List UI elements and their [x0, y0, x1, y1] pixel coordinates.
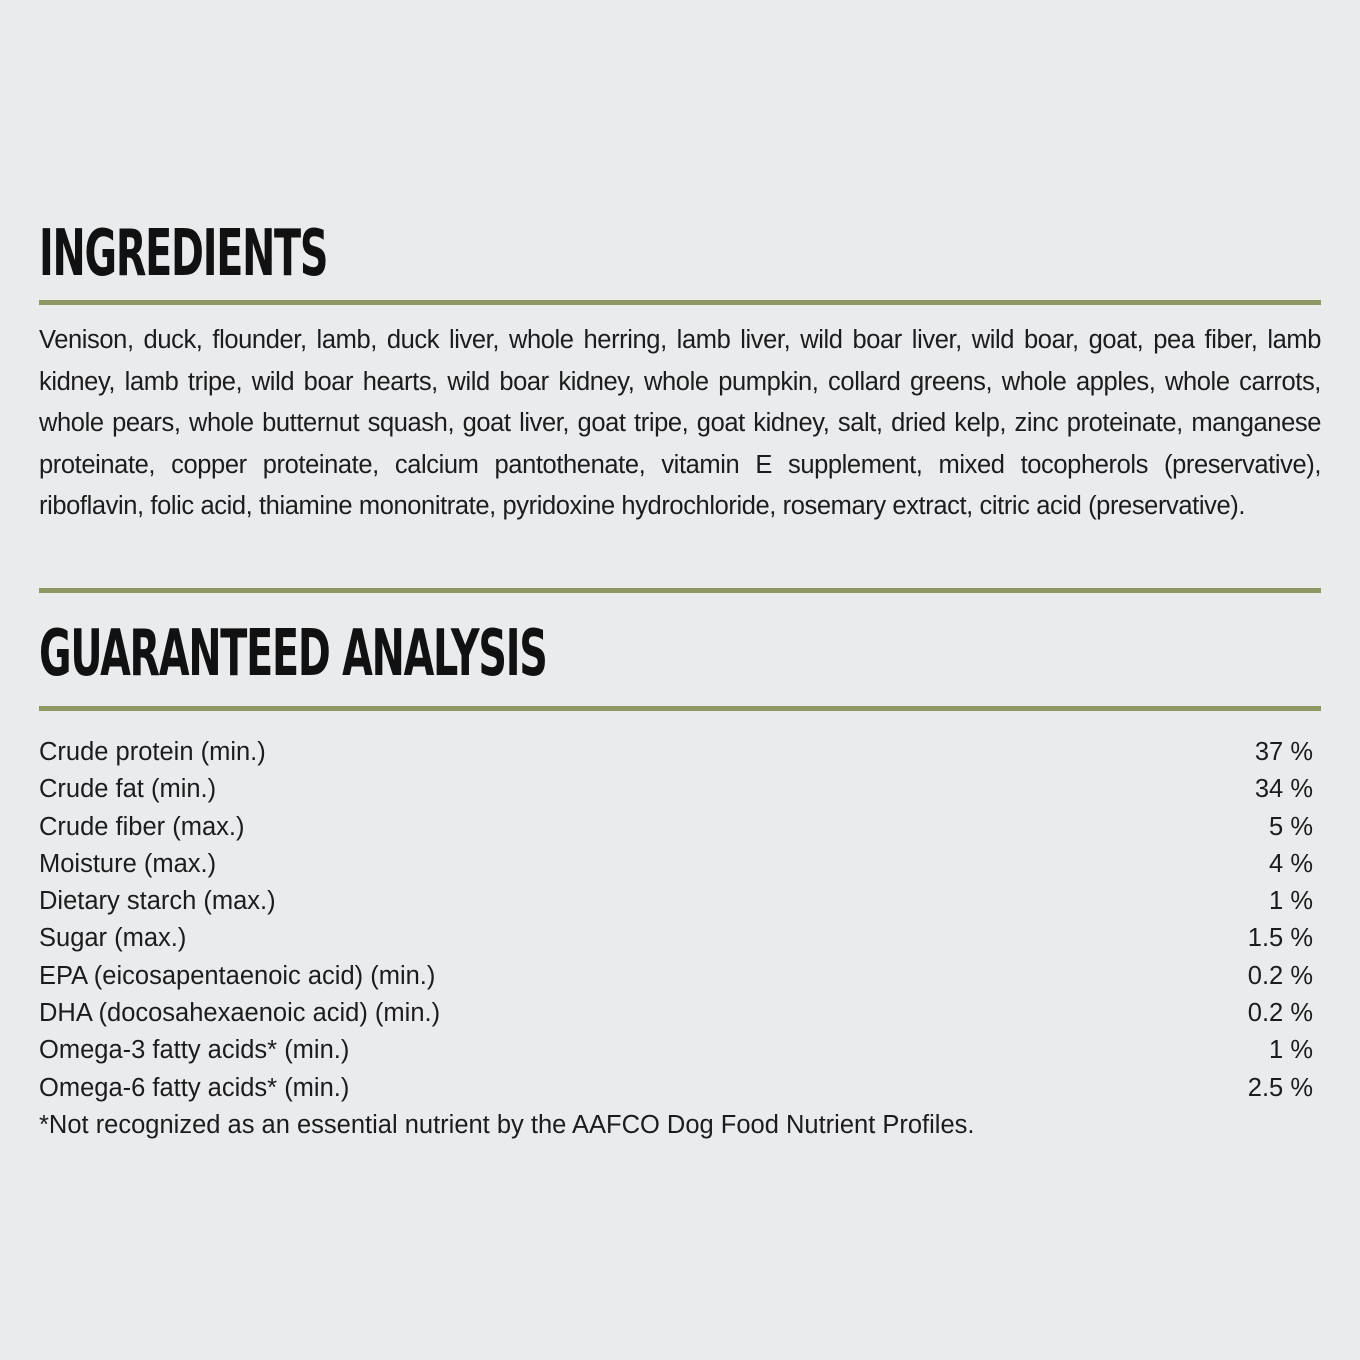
analysis-row	[39, 958, 1321, 995]
nutrient-value: 5 %	[1269, 812, 1313, 841]
nutrient-value: 1 %	[1269, 887, 1313, 916]
nutrient-value: 4 %	[1269, 849, 1313, 878]
analysis-row	[39, 1032, 1321, 1069]
nutrient-label: Sugar (max.)	[39, 924, 187, 953]
nutrient-label: DHA (docosahexaenoic acid) (min.)	[39, 999, 441, 1028]
analysis-row	[39, 920, 1321, 957]
nutrient-value: 2.5 %	[1247, 1073, 1313, 1102]
analysis-row	[39, 883, 1321, 920]
nutrient-value: 1 %	[1269, 1036, 1313, 1065]
analysis-row	[39, 771, 1321, 808]
divider	[39, 706, 1321, 711]
nutrient-label: Omega-3 fatty acids* (min.)	[39, 1036, 350, 1065]
nutrient-label: Crude protein (min.)	[39, 738, 266, 766]
nutrient-label: EPA (eicosapentaenoic acid) (min.)	[39, 961, 436, 990]
nutrient-label: Dietary starch (max.)	[39, 887, 276, 916]
nutrient-value: 37 %	[1254, 738, 1313, 766]
divider	[39, 588, 1321, 593]
analysis-table	[39, 734, 1321, 1144]
nutrient-value: 0.2 %	[1247, 961, 1313, 990]
analysis-row	[39, 1070, 1321, 1107]
nutrient-value: 1.5 %	[1247, 924, 1313, 953]
analysis-row	[39, 995, 1321, 1032]
nutrient-label: Crude fiber (max.)	[39, 812, 245, 841]
aafco-footnote: *Not recognized as an essential nutrient by the AAFCO Dog Food Nutrient Profiles.	[39, 1110, 975, 1139]
nutrient-label: Omega-6 fatty acids* (min.)	[39, 1073, 350, 1102]
nutrient-value: 0.2 %	[1247, 999, 1313, 1028]
nutrient-label: Moisture (max.)	[39, 849, 217, 878]
analysis-row	[39, 809, 1321, 846]
analysis-row	[39, 734, 1321, 771]
nutrition-panel	[39, 0, 1321, 1360]
ingredients-heading: INGREDIENTS	[39, 217, 328, 291]
nutrient-label: Crude fat (min.)	[39, 775, 217, 804]
guaranteed-analysis-heading: GUARANTEED ANALYSIS	[39, 617, 547, 691]
nutrient-value: 34 %	[1254, 775, 1313, 804]
analysis-row	[39, 846, 1321, 883]
divider	[39, 300, 1321, 305]
ingredients-list: Venison, duck, flounder, lamb, duck liver, whole herring, lamb liver, wild boar liver, wild boar, goat, pea fiber, lamb kidney, lamb tripe, wild boar hearts, wild boar kidney, whole pumpkin, collard greens, whole apples, whole carrots, whole pears, whole butternut squash, goat liver, goat tripe, goat kidney, salt, dried kelp, zinc proteinate, manganese proteinate, copper proteinate, calcium pantothenate, vitamin E supplement, mixed tocopherols (preservative), riboflavin, folic acid, thiamine mononitrate, pyridoxine hydrochloride, rosemary extract, citric acid (preservative).	[39, 326, 1321, 520]
